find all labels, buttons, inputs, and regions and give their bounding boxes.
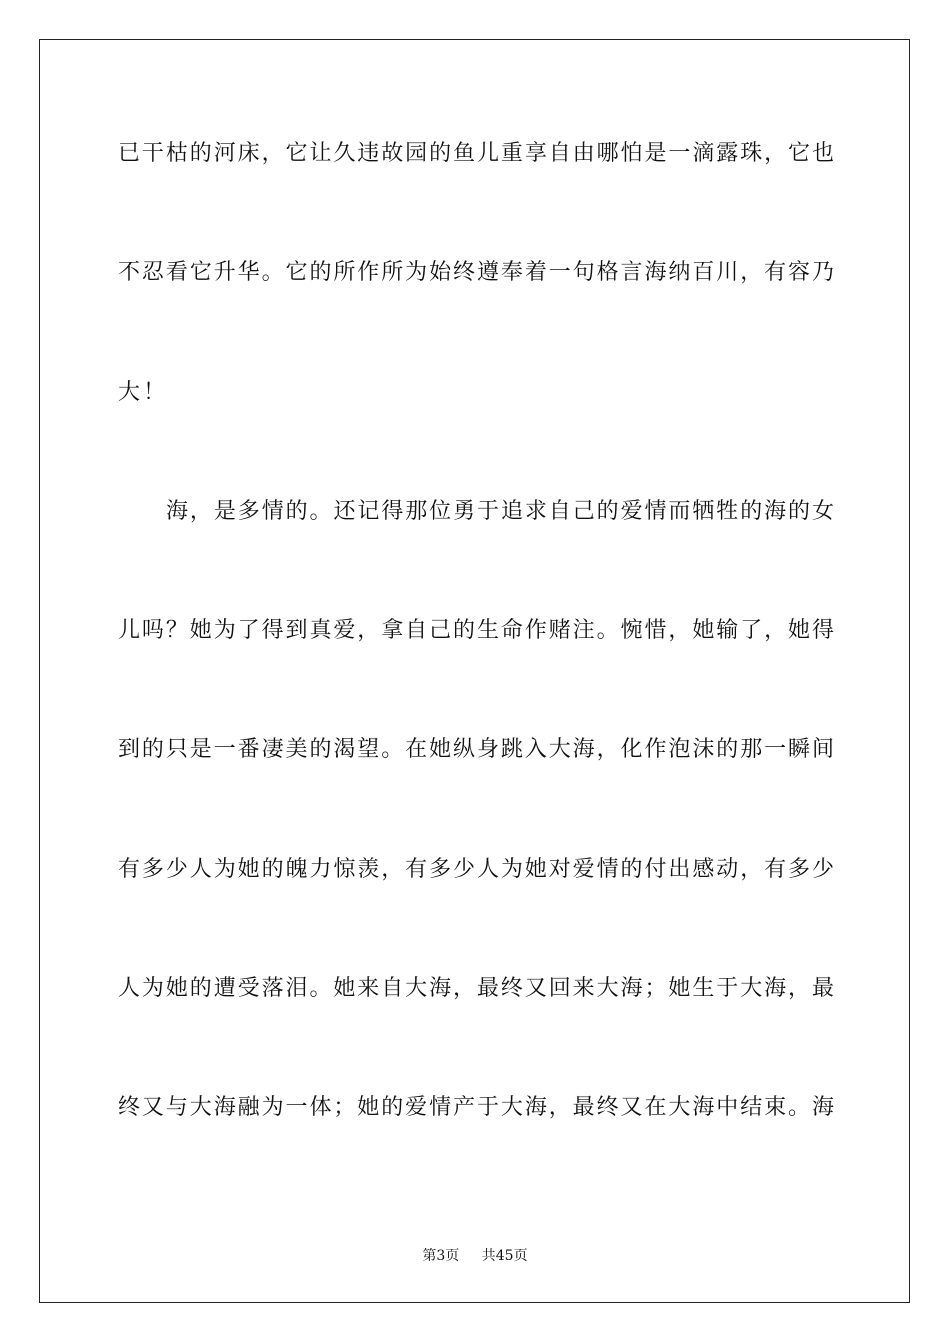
text-line: 已干枯的河床，它让久违故园的鱼儿重享自由哪怕是一滴露珠，它也 [118,141,834,166]
text-line: 儿吗？她为了得到真爱，拿自己的生命作赌注。惋惜，她输了，她得 [118,618,834,644]
page-footer [0,1246,950,1266]
document-body [118,124,834,1198]
paragraph-first-line: 海，是多情的。还记得那位勇于追求自己的爱情而牺牲的海的女 [166,498,834,524]
text-line: 有多少人为她的魄力惊羡，有多少人为她对爱情的付出感动，有多少 [118,856,834,882]
page-total: 共45页 [481,1248,528,1264]
text-line: 终又与大海融为一体；她的爱情产于大海，最终又在大海中结束。海 [118,1095,834,1121]
text-line: 到的只是一番凄美的渴望。在她纵身跳入大海，化作泡沫的那一瞬间 [118,737,834,763]
text-line: 人为她的遭受落泪。她来自大海，最终又回来大海；她生于大海，最 [118,976,834,1002]
page-number: 第3页 [422,1248,460,1264]
text-line: 不忍看它升华。它的所作所为始终遵奉着一句格言海纳百川，有容乃 [118,260,834,286]
text-line: 大！ [118,379,169,405]
